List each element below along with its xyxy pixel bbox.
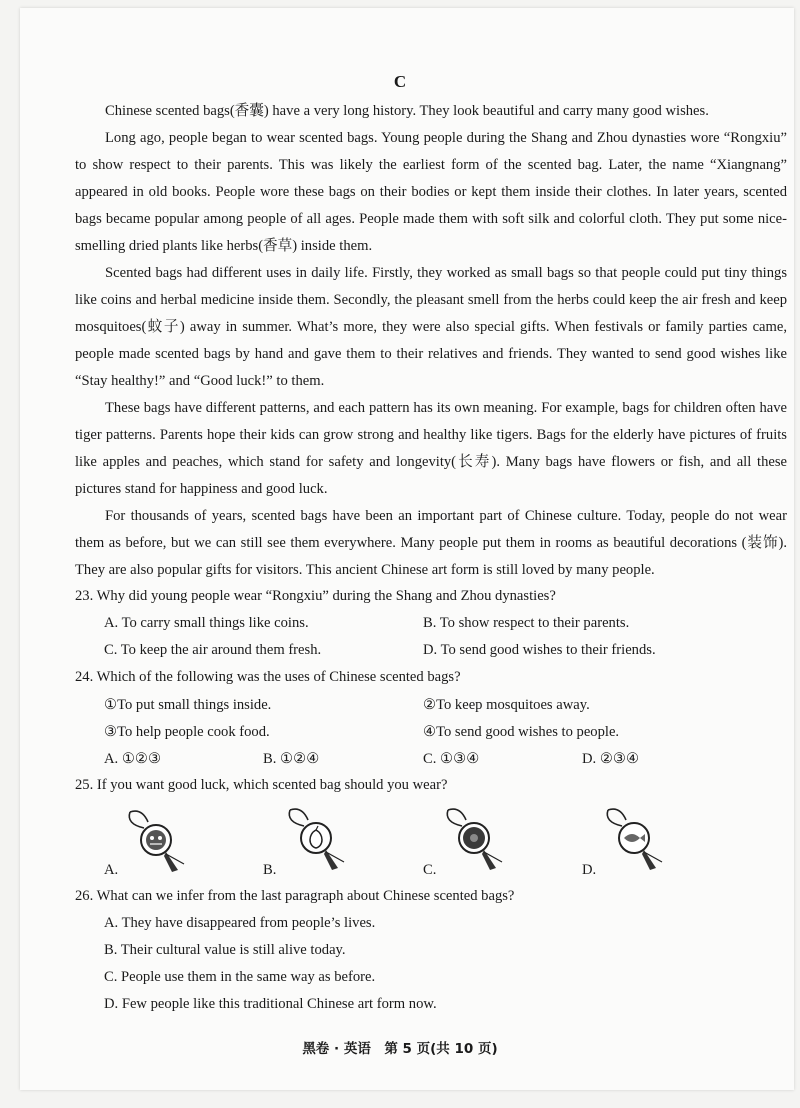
fish-scented-bag-icon[interactable] (600, 804, 670, 876)
q24-statement-4: ④To send good wishes to people. (423, 724, 620, 740)
question-26-stem: 26. What can we infer from the last paragraph about Chinese scented bags? (75, 888, 515, 904)
paragraph-4: These bags have different patterns, and each pattern has its own meaning. For example, bags for children often have tiger patterns. Parents hope their kids can grow strong and healthy like tigers. Bags for the elderly have pictures of fruits like apples and peaches, which stand for safety and longevity(长寿). Many bags have flowers or fish, and all these pictures stand for happiness and good luck. (75, 400, 787, 497)
q24-option-d[interactable]: D. ②③④ (582, 751, 640, 767)
section-title: C (393, 72, 407, 91)
reading-passage (75, 98, 787, 584)
q23-option-d[interactable]: D. To send good wishes to their friends. (423, 642, 656, 658)
peach-scented-bag-icon[interactable] (282, 804, 352, 876)
paragraph-1: Chinese scented bags(香囊) have a very long history. They look beautiful and carry many good wishes. (105, 103, 709, 119)
q25-option-d[interactable]: D. (582, 862, 597, 878)
q24-option-c[interactable]: C. ①③④ (423, 751, 480, 767)
question-24-stem: 24. Which of the following was the uses of Chinese scented bags? (75, 669, 461, 685)
q25-option-c[interactable]: C. (423, 862, 437, 878)
q26-option-a[interactable]: A. They have disappeared from people’s lives. (104, 915, 376, 931)
paragraph-5: For thousands of years, scented bags have been an important part of Chinese culture. Today, people do not wear them as before, but we can still see them everywhere. Many people put them in rooms as beautiful decorations (装饰). They are also popular gifts for visitors. This ancient Chinese art form is still loved by many people. (75, 508, 787, 578)
question-25-stem: 25. If you want good luck, which scented bag should you wear? (75, 777, 448, 793)
q26-option-b[interactable]: B. Their cultural value is still alive today. (104, 942, 346, 958)
q24-statement-2: ②To keep mosquitoes away. (423, 697, 590, 713)
q26-option-d[interactable]: D. Few people like this traditional Chinese art form now. (104, 996, 437, 1012)
q23-option-b[interactable]: B. To show respect to their parents. (423, 615, 630, 631)
question-23-stem: 23. Why did young people wear “Rongxiu” during the Shang and Zhou dynasties? (75, 588, 556, 604)
paragraph-2: Long ago, people began to wear scented bags. Young people during the Shang and Zhou dynasties wore “Rongxiu” to show respect to their parents. This was likely the earliest form of the scented bag. Later, the name “Xiangnang” appeared in old books. People wore these bags on their bodies or kept them inside their clothes. In later years, scented bags became popular among people of all ages. People made them with soft silk and colorful cloth. They put some nice-smelling dried plants like herbs(香草) inside them. (75, 130, 787, 254)
q24-option-b[interactable]: B. ①②④ (263, 751, 320, 767)
q26-option-c[interactable]: C. People use them in the same way as before. (104, 969, 376, 985)
q23-option-a[interactable]: A. To carry small things like coins. (104, 615, 309, 631)
q24-statement-3: ③To help people cook food. (104, 724, 270, 740)
q25-option-b[interactable]: B. (263, 862, 277, 878)
tiger-scented-bag-icon[interactable] (122, 806, 192, 878)
paragraph-3: Scented bags had different uses in daily life. Firstly, they worked as small bags so that people could put tiny things like coins and herbal medicine inside them. Secondly, the pleasant smell from the herbs could keep the air fresh and keep mosquitoes(蚊子) away in summer. What’s more, they were also special gifts. When festivals or family parties came, people made scented bags by hand and gave them to their relatives and friends. They wanted to send good wishes like “Stay healthy!” and “Good luck!” to them. (75, 265, 787, 389)
q23-option-c[interactable]: C. To keep the air around them fresh. (104, 642, 322, 658)
flower-scented-bag-icon[interactable] (440, 804, 510, 876)
q25-option-a[interactable]: A. (104, 862, 119, 878)
q24-statement-1: ①To put small things inside. (104, 697, 272, 713)
page-footer: 黑卷 · 英语 第 5 页(共 10 页) (302, 1041, 498, 1057)
q24-option-a[interactable]: A. ①②③ (104, 751, 162, 767)
